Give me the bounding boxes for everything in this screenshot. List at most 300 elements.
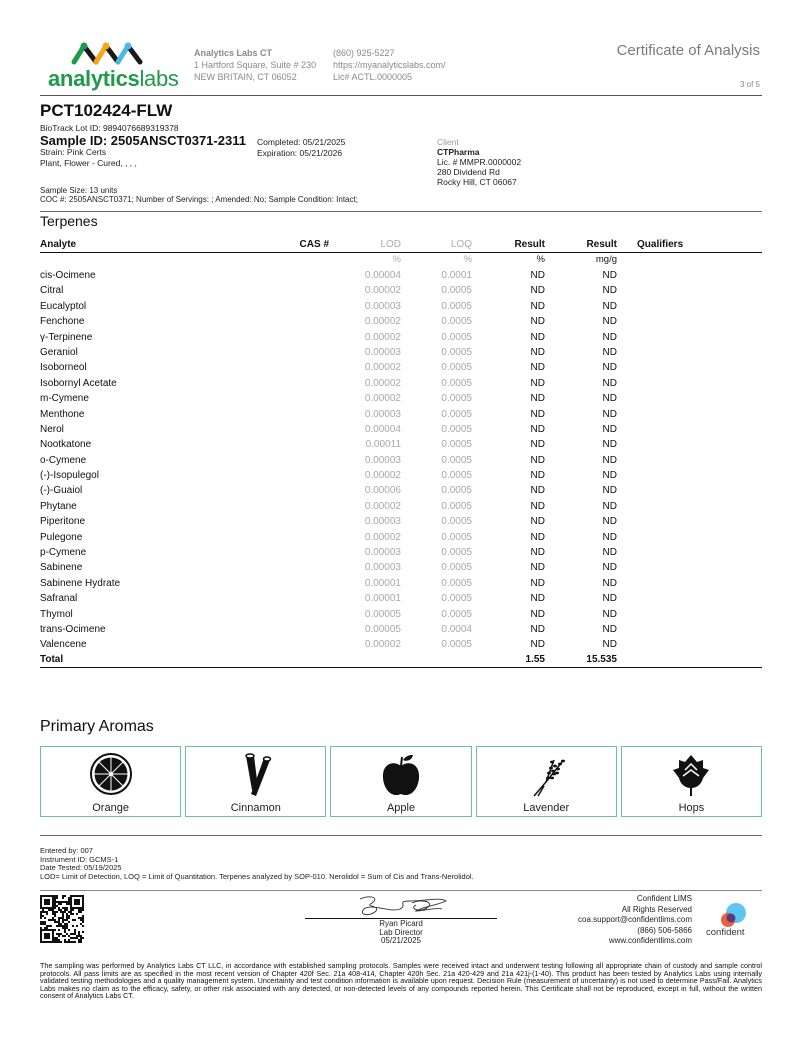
cell-result-pct: ND — [530, 547, 545, 559]
cell-loq: 0.0005 — [441, 531, 472, 543]
qr-module — [56, 897, 58, 899]
qr-module — [80, 923, 82, 925]
product-type: Plant, Flower - Cured, , , , — [40, 157, 137, 168]
table-row — [40, 545, 762, 560]
col-result-pct: Result — [514, 239, 545, 250]
qr-module — [62, 925, 64, 927]
qr-module — [76, 913, 78, 915]
product-code: PCT102424-FLW — [40, 101, 173, 120]
qr-module — [60, 911, 62, 913]
table-row — [40, 268, 762, 283]
qr-module — [54, 897, 56, 899]
strain: Strain: Pink Certs — [40, 147, 107, 157]
cell-result-mg: ND — [602, 393, 617, 405]
section-divider — [40, 211, 762, 212]
qr-module — [68, 899, 70, 901]
client-info — [437, 137, 521, 187]
cell-lod: 0.00003 — [364, 300, 401, 312]
cell-lod: 0.00004 — [364, 423, 401, 435]
qr-module — [70, 911, 72, 913]
qr-module — [76, 935, 78, 937]
qr-module — [62, 897, 64, 899]
table-row — [40, 576, 762, 591]
cell-lod: 0.00003 — [364, 562, 401, 574]
unit-result-mg: mg/g — [595, 254, 617, 265]
aroma-label: Cinnamon — [230, 802, 281, 814]
aroma-card-orange — [40, 746, 181, 817]
qr-module — [44, 917, 46, 919]
sample-size: Sample Size: 13 units — [40, 186, 118, 195]
qr-module — [54, 907, 56, 909]
qr-module — [56, 911, 58, 913]
qr-module — [66, 919, 68, 921]
qr-module — [66, 901, 68, 903]
table-row — [40, 514, 762, 529]
table-row — [40, 499, 762, 514]
qr-module — [56, 941, 58, 943]
lims-email[interactable]: coa.support@confidentlims.com — [578, 915, 692, 924]
cell-result-pct: ND — [530, 485, 545, 497]
qr-module — [58, 929, 60, 931]
cell-result-mg: ND — [602, 439, 617, 451]
qr-module — [58, 901, 60, 903]
cell-lod: 0.00006 — [364, 485, 401, 497]
qr-module — [68, 897, 70, 899]
cell-result-pct: ND — [530, 346, 545, 358]
cell-result-mg: ND — [602, 562, 617, 574]
aroma-card-lavender — [476, 746, 617, 817]
table-row — [40, 560, 762, 575]
qr-module — [54, 921, 56, 923]
qr-module — [80, 939, 82, 941]
qr-module — [60, 917, 62, 919]
cell-loq: 0.0005 — [441, 593, 472, 605]
cell-result-mg: ND — [602, 485, 617, 497]
cell-lod: 0.00002 — [364, 285, 401, 297]
qr-module — [62, 907, 64, 909]
cell-lod: 0.00002 — [364, 470, 401, 482]
logo-mark-icon — [44, 38, 180, 68]
table-row — [40, 622, 762, 637]
qr-module — [56, 925, 58, 927]
qr-module — [78, 939, 80, 941]
qr-module — [42, 921, 44, 923]
qr-module — [48, 919, 50, 921]
qr-module — [66, 923, 68, 925]
cell-lod: 0.00003 — [364, 516, 401, 528]
qr-module — [52, 919, 54, 921]
cell-loq: 0.0005 — [441, 500, 472, 512]
cell-lod: 0.00001 — [364, 577, 401, 589]
lab-website[interactable]: https://myanalyticslabs.com/ — [333, 60, 446, 70]
table-row — [40, 330, 762, 345]
qr-module — [64, 911, 66, 913]
qr-module — [70, 937, 72, 939]
cell-lod: 0.00002 — [364, 377, 401, 389]
biotrack-lot-id: BioTrack Lot ID: 9894076689319378 — [40, 123, 179, 133]
qr-module — [72, 937, 74, 939]
qr-module — [52, 917, 54, 919]
qr-module — [72, 941, 74, 943]
qr-module — [58, 909, 60, 911]
qr-code-icon[interactable] — [40, 895, 84, 943]
table-row — [40, 637, 762, 652]
qr-module — [68, 939, 70, 941]
qr-module — [62, 901, 64, 903]
cell-result-pct: ND — [530, 423, 545, 435]
lims-website[interactable]: www.confidentlims.com — [608, 936, 692, 945]
cell-lod: 0.00003 — [364, 547, 401, 559]
cell-result-pct: ND — [530, 393, 545, 405]
qr-module — [58, 923, 60, 925]
qr-module — [64, 919, 66, 921]
qr-module — [58, 907, 60, 909]
qr-module — [54, 929, 56, 931]
entered-by: Entered by: 007 — [40, 846, 93, 855]
qr-module — [40, 921, 42, 923]
aroma-label: Apple — [386, 802, 416, 814]
cell-loq: 0.0005 — [441, 577, 472, 589]
cell-result-mg: ND — [602, 470, 617, 482]
unit-loq: % — [463, 254, 472, 265]
qr-module — [80, 909, 82, 911]
aroma-card-apple — [330, 746, 471, 817]
cell-lod: 0.00002 — [364, 393, 401, 405]
cell-analyte: Pulegone — [40, 531, 83, 543]
qr-module — [52, 909, 54, 911]
cell-loq: 0.0005 — [441, 547, 472, 559]
units-row — [40, 254, 762, 266]
qr-module — [68, 901, 70, 903]
table-row — [40, 345, 762, 360]
table-row — [40, 468, 762, 483]
aromas-title: Primary Aromas — [40, 718, 154, 735]
total-pct: 1.55 — [525, 653, 545, 665]
qr-module — [68, 935, 70, 937]
cell-loq: 0.0001 — [441, 270, 472, 281]
qr-module — [58, 925, 60, 927]
qr-module — [70, 909, 72, 911]
lims-phone: (866) 506-5866 — [637, 925, 692, 935]
qr-module — [74, 919, 76, 921]
col-lod: LOD — [380, 239, 401, 250]
cell-loq: 0.0005 — [441, 485, 472, 497]
cell-result-pct: ND — [530, 316, 545, 328]
cell-result-mg: ND — [602, 454, 617, 466]
cell-loq: 0.0005 — [441, 439, 472, 451]
cell-loq: 0.0005 — [441, 408, 472, 420]
cell-analyte: Safranal — [40, 593, 78, 605]
qr-module — [62, 895, 64, 897]
qr-module — [62, 935, 64, 937]
qr-module — [58, 921, 60, 923]
cell-analyte: Citral — [40, 285, 64, 297]
cell-loq: 0.0005 — [441, 423, 472, 435]
cell-result-pct: ND — [530, 593, 545, 605]
qr-module — [80, 937, 82, 939]
qr-module — [62, 927, 64, 929]
qr-module — [40, 923, 42, 925]
cell-lod: 0.00004 — [364, 270, 401, 281]
qr-module — [66, 917, 68, 919]
sample-dates — [257, 137, 345, 159]
cell-loq: 0.0004 — [441, 623, 472, 635]
qr-module — [58, 933, 60, 935]
qr-module — [72, 913, 74, 915]
cell-loq: 0.0005 — [441, 562, 472, 574]
cell-result-pct: ND — [530, 300, 545, 312]
col-result-mg: Result — [586, 239, 617, 250]
qr-module — [44, 923, 46, 925]
qr-module — [56, 905, 58, 907]
qr-module — [64, 929, 66, 931]
qr-module — [78, 935, 80, 937]
cell-result-pct: ND — [530, 500, 545, 512]
table-row — [40, 453, 762, 468]
expiration-date: Expiration: 05/21/2026 — [257, 148, 343, 158]
qr-module — [50, 909, 52, 911]
qr-module — [66, 909, 68, 911]
qr-module — [82, 931, 84, 933]
qr-module — [64, 935, 66, 937]
lavender-icon — [524, 752, 568, 800]
completed-date: Completed: 05/21/2025 — [257, 137, 346, 147]
cell-result-pct: ND — [530, 516, 545, 528]
qr-module — [82, 925, 84, 927]
cell-result-pct: ND — [530, 608, 545, 620]
qr-module — [60, 933, 62, 935]
aroma-label: Lavender — [523, 802, 570, 814]
qr-module — [64, 939, 66, 941]
qr-module — [54, 941, 56, 943]
orange-slice-icon — [89, 752, 133, 796]
cell-result-mg: ND — [602, 608, 617, 620]
cell-analyte: Thymol — [40, 608, 73, 620]
cell-result-mg: ND — [602, 331, 617, 343]
cell-analyte: Sabinene — [40, 562, 83, 574]
qr-module — [62, 917, 64, 919]
qr-module — [76, 925, 78, 927]
client-label: Client — [437, 137, 459, 147]
cell-analyte: Isoborneol — [40, 362, 87, 374]
qr-module — [68, 941, 70, 943]
unit-lod: % — [392, 254, 401, 265]
qr-module — [74, 899, 80, 905]
cell-result-mg: ND — [602, 346, 617, 358]
table-row — [40, 407, 762, 422]
qr-module — [68, 911, 70, 913]
cell-result-pct: ND — [530, 270, 545, 281]
qr-module — [54, 899, 56, 901]
disclaimer: The sampling was performed by Analytics Labs CT LLC, in accordance with established sampling protocols. Samples were received intact and underwent testing following all appropriate chain of custody and sample control protocols. All pass limits are as specified in the most recent version of Chapter 420f Sec. 21a 408-414, Chapter 420h Sec. 21a 420-429 and 21a 421j-(1-40). This product has been tested by Analytics Labs using internally validated testing methodologies and a quality management system. Uncertainty and test condition information is available upon request. Decision Rule (measurement of uncertainty) is not used to determine Pass/Fail. Analytics Labs makes no claim as to the efficacy, safety, or other risk associated with any detected, or non-detected levels of any compounds reported herein. This Certificate shall not be reproduced, except in full, without the written consent of Analytics Labs CT. — [40, 961, 762, 1001]
analytics-labs-logo — [44, 38, 180, 94]
table-row — [40, 299, 762, 314]
cell-result-mg: ND — [602, 270, 617, 281]
qr-module — [68, 921, 70, 923]
cinnamon-stick-icon — [234, 752, 278, 800]
cell-result-mg: ND — [602, 639, 617, 651]
cell-result-pct: ND — [530, 377, 545, 389]
cell-analyte: Isobornyl Acetate — [40, 377, 117, 389]
qr-module — [54, 913, 56, 915]
qr-module — [40, 911, 42, 913]
qr-module — [80, 935, 82, 937]
cell-analyte: γ-Terpinene — [40, 331, 93, 343]
cell-lod: 0.00002 — [364, 362, 401, 374]
aroma-card-cinnamon — [185, 746, 326, 817]
cell-result-pct: ND — [530, 623, 545, 635]
cell-result-pct: ND — [530, 439, 545, 451]
aroma-label: Hops — [678, 802, 705, 814]
cell-analyte: Piperitone — [40, 516, 86, 528]
qr-module — [44, 899, 50, 905]
cell-result-pct: ND — [530, 470, 545, 482]
qr-module — [54, 903, 56, 905]
client-address-2: Rocky Hill, CT 06067 — [437, 177, 517, 187]
cell-result-mg: ND — [602, 593, 617, 605]
cell-analyte: Nerol — [40, 423, 64, 435]
cell-loq: 0.0005 — [441, 393, 472, 405]
cell-result-pct: ND — [530, 562, 545, 574]
cell-result-mg: ND — [602, 300, 617, 312]
cell-analyte: (-)-Isopulegol — [40, 470, 99, 482]
qr-module — [70, 941, 72, 943]
qr-module — [66, 925, 68, 927]
cell-lod: 0.00002 — [364, 331, 401, 343]
cell-loq: 0.0005 — [441, 300, 472, 312]
qr-module — [58, 903, 60, 905]
lims-info — [578, 894, 692, 947]
cell-loq: 0.0005 — [441, 346, 472, 358]
qr-module — [68, 903, 70, 905]
cell-lod: 0.00011 — [365, 439, 401, 451]
qr-module — [62, 921, 64, 923]
qr-module — [54, 919, 56, 921]
qr-module — [44, 933, 50, 939]
qr-module — [54, 937, 56, 939]
table-row — [40, 607, 762, 622]
qr-module — [54, 905, 56, 907]
cell-loq: 0.0005 — [441, 639, 472, 651]
qr-module — [60, 941, 62, 943]
cell-result-mg: ND — [602, 547, 617, 559]
cell-lod: 0.00002 — [364, 500, 401, 512]
cell-loq: 0.0005 — [441, 362, 472, 374]
cell-result-mg: ND — [602, 623, 617, 635]
cell-lod: 0.00001 — [364, 593, 401, 605]
coc-info: COC #: 2505ANSCT0371; Number of Servings: ; Amended: No; Sample Condition: Intact; — [40, 195, 358, 204]
header-divider — [40, 95, 762, 96]
table-row — [40, 391, 762, 406]
qr-module — [72, 919, 74, 921]
lab-license: Lic# ACTL.0000005 — [333, 72, 413, 82]
cell-loq: 0.0005 — [441, 285, 472, 297]
cell-lod: 0.00003 — [364, 454, 401, 466]
qr-module — [54, 901, 56, 903]
qr-module — [64, 909, 66, 911]
cell-result-mg: ND — [602, 516, 617, 528]
signature-date: 05/21/2025 — [380, 936, 422, 945]
qr-module — [78, 909, 80, 911]
qr-module — [64, 923, 66, 925]
qr-module — [42, 911, 44, 913]
qr-module — [72, 933, 74, 935]
qr-module — [64, 901, 66, 903]
cell-result-mg: ND — [602, 377, 617, 389]
qr-module — [82, 937, 84, 939]
cell-result-mg: ND — [602, 316, 617, 328]
qr-module — [62, 911, 64, 913]
apple-icon — [379, 752, 423, 800]
qr-module — [74, 937, 76, 939]
table-row — [40, 283, 762, 298]
qr-module — [46, 913, 48, 915]
client-name: CTPharma — [437, 147, 480, 157]
qr-module — [74, 941, 76, 943]
client-license: Lic. # MMPR.0000002 — [437, 157, 522, 167]
cell-result-mg: ND — [602, 500, 617, 512]
instrument-id: Instrument ID: GCMS-1 — [40, 854, 119, 864]
logo-wordmark: analyticslabs — [48, 66, 179, 91]
qr-module — [46, 927, 48, 929]
qr-module — [58, 917, 60, 919]
qr-module — [58, 919, 60, 921]
qr-module — [50, 919, 52, 921]
qr-module — [76, 937, 78, 939]
qr-module — [42, 923, 44, 925]
qr-module — [56, 901, 58, 903]
cell-lod: 0.00003 — [364, 408, 401, 420]
cell-loq: 0.0005 — [441, 516, 472, 528]
qr-module — [42, 909, 44, 911]
signer-name: Ryan Picard — [379, 919, 423, 928]
aromas-divider — [40, 835, 762, 836]
qr-module — [48, 909, 50, 911]
cell-lod: 0.00002 — [364, 639, 401, 651]
qr-module — [74, 933, 76, 935]
signature-icon — [350, 893, 460, 921]
qr-module — [64, 927, 66, 929]
qr-module — [80, 919, 82, 921]
qr-module — [78, 933, 80, 935]
cell-lod: 0.00005 — [364, 608, 401, 620]
cell-analyte: Fenchone — [40, 316, 85, 328]
total-row — [40, 653, 762, 668]
cell-result-pct: ND — [530, 362, 545, 374]
qr-module — [66, 927, 68, 929]
lab-info — [194, 47, 316, 83]
cell-result-mg: ND — [602, 531, 617, 543]
cell-analyte: o-Cymene — [40, 454, 87, 466]
qr-module — [56, 895, 58, 897]
qr-module — [70, 933, 72, 935]
cell-analyte: m-Cymene — [40, 393, 89, 405]
qr-module — [54, 939, 56, 941]
strain-info — [40, 147, 137, 168]
cell-loq: 0.0005 — [441, 470, 472, 482]
sample-id: Sample ID: 2505ANSCT0371-2311 — [40, 133, 246, 148]
table-row — [40, 530, 762, 545]
cell-analyte: Valencene — [40, 639, 87, 651]
qr-module — [54, 911, 56, 913]
cell-analyte: (-)-Guaiol — [40, 485, 83, 497]
qr-module — [60, 901, 62, 903]
cell-loq: 0.0005 — [441, 377, 472, 389]
cell-analyte: Menthone — [40, 408, 85, 420]
qr-module — [60, 909, 62, 911]
qr-module — [62, 915, 64, 917]
col-cas: CAS # — [299, 239, 329, 250]
